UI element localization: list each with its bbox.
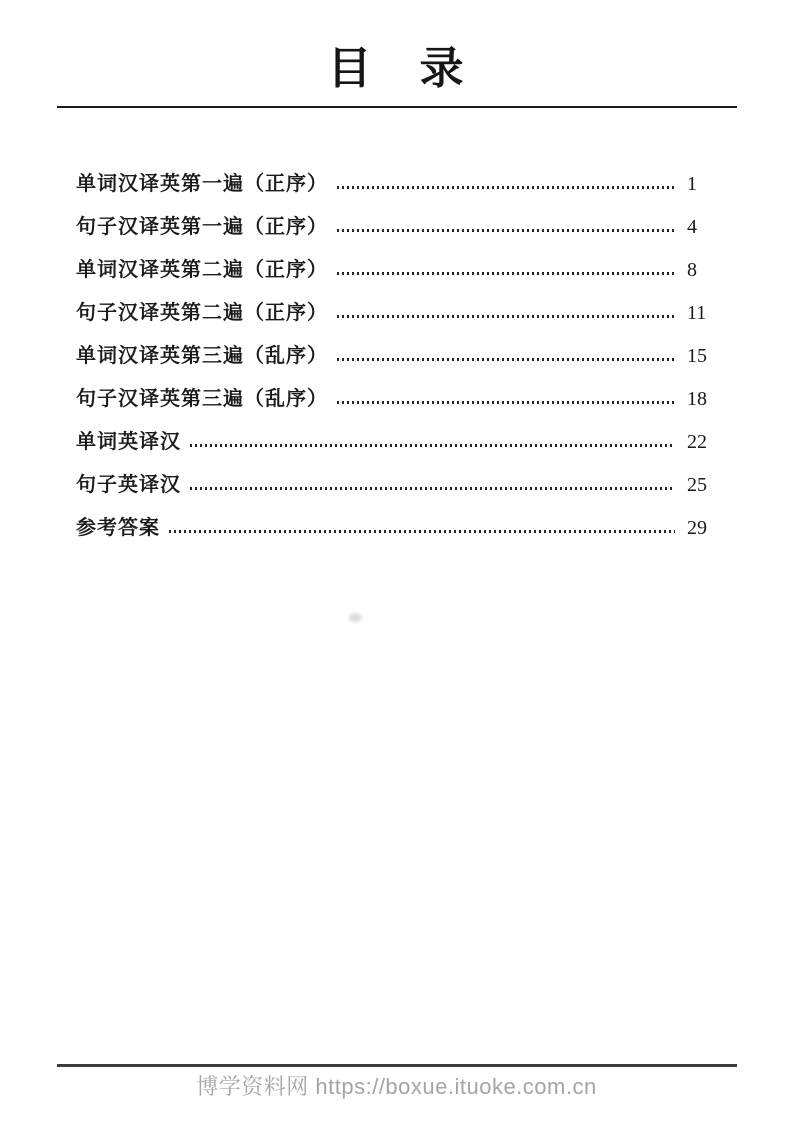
toc-entry-page-number: 22 <box>687 431 707 453</box>
toc-entry-page-number: 25 <box>687 474 707 496</box>
toc-list <box>76 172 721 540</box>
toc-dot-leader <box>190 487 675 490</box>
toc-entry-label: 句子汉译英第三遍（乱序） <box>76 388 328 410</box>
toc-row <box>76 430 721 454</box>
footer-rule <box>57 1064 737 1067</box>
toc-row <box>76 387 721 411</box>
toc-entry-label: 单词汉译英第二遍（正序） <box>76 259 328 281</box>
page-title: 目 录 <box>327 44 466 93</box>
toc-dot-leader <box>337 358 675 361</box>
toc-entry-page-number: 15 <box>687 345 707 367</box>
toc-row <box>76 516 721 540</box>
toc-entry-label: 单词汉译英第三遍（乱序） <box>76 345 328 367</box>
footer-site-url: 博学资料网 https://boxue.ituoke.com.cn <box>196 1074 597 1099</box>
toc-entry-label: 参考答案 <box>76 517 160 539</box>
toc-dot-leader <box>337 401 675 404</box>
toc-entry-page-number: 11 <box>687 302 707 324</box>
toc-entry-label: 单词汉译英第一遍（正序） <box>76 173 328 195</box>
toc-entry-label: 句子汉译英第一遍（正序） <box>76 216 328 238</box>
toc-dot-leader <box>190 444 675 447</box>
toc-entry-page-number: 29 <box>687 517 707 539</box>
toc-dot-leader <box>337 272 675 275</box>
header-rule <box>57 106 737 108</box>
toc-entry-page-number: 8 <box>687 259 697 281</box>
toc-dot-leader <box>337 186 675 189</box>
toc-row <box>76 258 721 282</box>
toc-dot-leader <box>337 229 675 232</box>
toc-entry-label: 单词英译汉 <box>76 431 181 453</box>
footer <box>0 1070 793 1101</box>
toc-dot-leader <box>169 530 675 533</box>
toc-entry-page-number: 4 <box>687 216 697 238</box>
scan-artifact <box>349 613 362 622</box>
toc-row <box>76 172 721 196</box>
toc-entry-label: 句子英译汉 <box>76 474 181 496</box>
toc-row <box>76 301 721 325</box>
toc-entry-page-number: 18 <box>687 388 707 410</box>
toc-dot-leader <box>337 315 675 318</box>
toc-entry-label: 句子汉译英第二遍（正序） <box>76 302 328 324</box>
toc-row <box>76 215 721 239</box>
toc-row <box>76 473 721 497</box>
toc-entry-page-number: 1 <box>687 173 697 195</box>
toc-row <box>76 344 721 368</box>
